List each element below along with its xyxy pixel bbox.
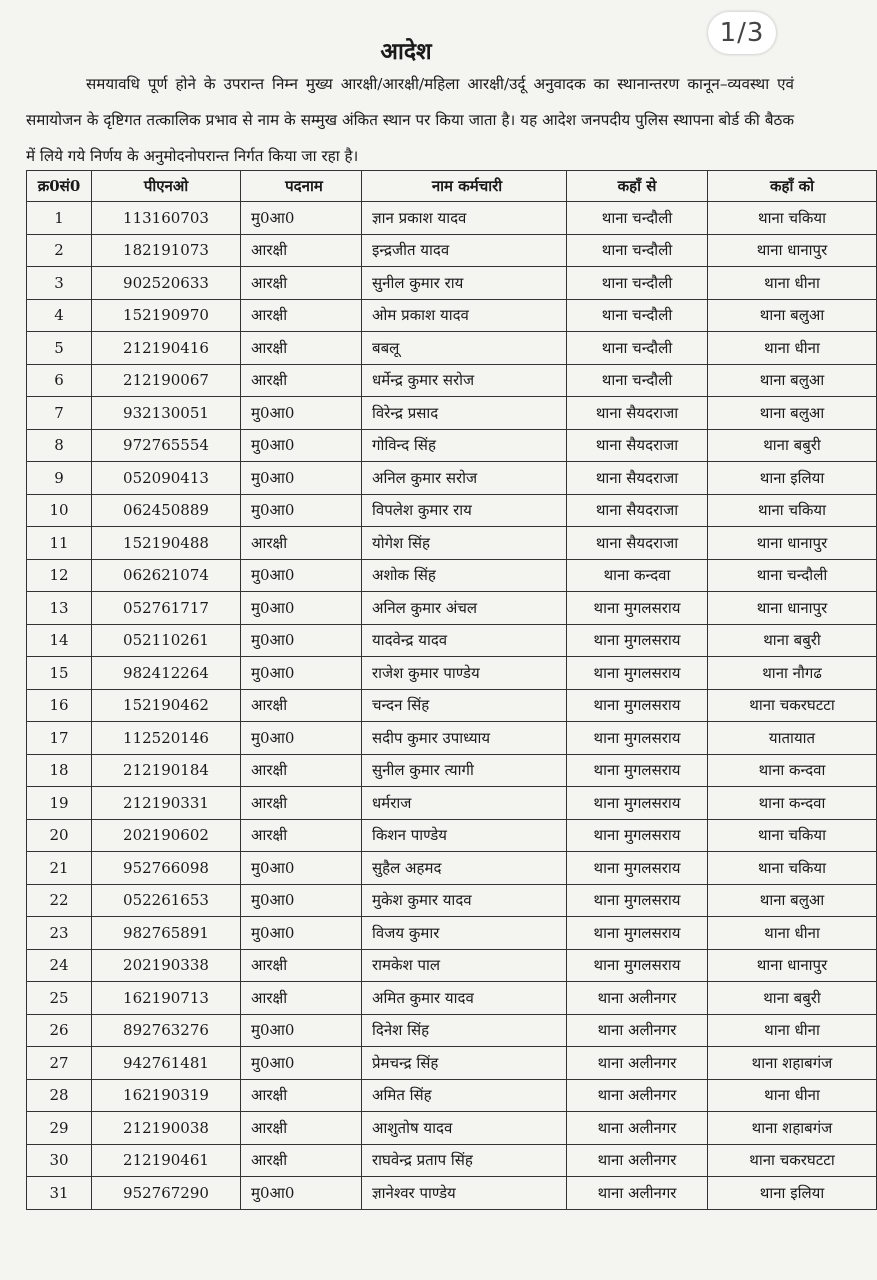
cell-from: थाना कन्दवा [567, 559, 708, 592]
cell-name: अनिल कुमार अंचल [362, 592, 567, 625]
cell-pno: 182191073 [92, 234, 241, 267]
cell-name: विपलेश कुमार राय [362, 494, 567, 527]
cell-serial: 1 [27, 202, 92, 235]
cell-serial: 12 [27, 559, 92, 592]
cell-to: थाना चकिया [708, 494, 877, 527]
cell-from: थाना मुगलसराय [567, 689, 708, 722]
table-row [27, 722, 877, 755]
cell-pno: 902520633 [92, 267, 241, 300]
cell-to: थाना बलुआ [708, 299, 877, 332]
cell-from: थाना मुगलसराय [567, 884, 708, 917]
cell-name: योगेश सिंह [362, 527, 567, 560]
cell-rank: आरक्षी [241, 982, 362, 1015]
table-row [27, 364, 877, 397]
cell-from: थाना अलीनगर [567, 1112, 708, 1145]
cell-from: थाना मुगलसराय [567, 722, 708, 755]
cell-to: थाना चकरघटटा [708, 1144, 877, 1177]
cell-serial: 22 [27, 884, 92, 917]
table-header-row [27, 171, 877, 202]
cell-pno: 212190461 [92, 1144, 241, 1177]
cell-to: थाना चकरघटटा [708, 689, 877, 722]
table-row [27, 202, 877, 235]
cell-from: थाना मुगलसराय [567, 624, 708, 657]
cell-rank: आरक्षी [241, 1079, 362, 1112]
cell-serial: 13 [27, 592, 92, 625]
cell-name: राजेश कुमार पाण्डेय [362, 657, 567, 690]
table-row [27, 1047, 877, 1080]
table-row [27, 917, 877, 950]
cell-to: थाना बलुआ [708, 397, 877, 430]
cell-rank: मु0आ0 [241, 397, 362, 430]
cell-from: थाना अलीनगर [567, 1014, 708, 1047]
cell-from: थाना मुगलसराय [567, 657, 708, 690]
cell-pno: 212190416 [92, 332, 241, 365]
cell-to: थाना नौगढ [708, 657, 877, 690]
cell-serial: 15 [27, 657, 92, 690]
cell-rank: आरक्षी [241, 819, 362, 852]
cell-pno: 052110261 [92, 624, 241, 657]
cell-from: थाना सैयदराजा [567, 527, 708, 560]
cell-name: रामकेश पाल [362, 949, 567, 982]
cell-serial: 21 [27, 852, 92, 885]
cell-from: थाना सैयदराजा [567, 397, 708, 430]
cell-serial: 27 [27, 1047, 92, 1080]
cell-from: थाना चन्दौली [567, 332, 708, 365]
table-row [27, 332, 877, 365]
order-intro-paragraph: समयावधि पूर्ण होने के उपरान्त निम्न मुख्य आरक्षी/आरक्षी/महिला आरक्षी/उर्दू अनुवादक का स्थानान्तरण कानून–व्यवस्था एवं समायोजन के दृष्टिगत तत्कालिक प्रभाव से नाम के सम्मुख अंकित स्थान पर किया जाता है। यह आदेश जनपदीय पुलिस स्थापना बोर्ड की बैठक में लिये गये निर्णय के अनुमोदनोपरान्त निर्गत किया जा रहा है। [26, 75, 794, 165]
cell-name: किशन पाण्डेय [362, 819, 567, 852]
cell-rank: मु0आ0 [241, 429, 362, 462]
cell-name: यादवेन्द्र यादव [362, 624, 567, 657]
cell-from: थाना मुगलसराय [567, 787, 708, 820]
cell-name: धर्मेन्द्र कुमार सरोज [362, 364, 567, 397]
cell-to: थाना इलिया [708, 1177, 877, 1210]
table-row [27, 429, 877, 462]
cell-from: थाना मुगलसराय [567, 917, 708, 950]
cell-pno: 202190338 [92, 949, 241, 982]
cell-rank: आरक्षी [241, 689, 362, 722]
cell-serial: 19 [27, 787, 92, 820]
cell-rank: आरक्षी [241, 787, 362, 820]
cell-to: थाना धीना [708, 917, 877, 950]
cell-name: विरेन्द्र प्रसाद [362, 397, 567, 430]
cell-from: थाना सैयदराजा [567, 462, 708, 495]
cell-from: थाना अलीनगर [567, 1047, 708, 1080]
cell-rank: आरक्षी [241, 332, 362, 365]
cell-serial: 2 [27, 234, 92, 267]
cell-to: थाना धानापुर [708, 949, 877, 982]
cell-serial: 29 [27, 1112, 92, 1145]
table-row [27, 754, 877, 787]
cell-serial: 10 [27, 494, 92, 527]
cell-name: सुनील कुमार राय [362, 267, 567, 300]
cell-serial: 18 [27, 754, 92, 787]
cell-from: थाना चन्दौली [567, 299, 708, 332]
cell-serial: 9 [27, 462, 92, 495]
cell-serial: 11 [27, 527, 92, 560]
cell-to: थाना बबुरी [708, 982, 877, 1015]
cell-to: थाना चकिया [708, 819, 877, 852]
cell-rank: आरक्षी [241, 299, 362, 332]
cell-rank: मु0आ0 [241, 494, 362, 527]
cell-pno: 212190067 [92, 364, 241, 397]
cell-from: थाना मुगलसराय [567, 949, 708, 982]
cell-to: थाना शहाबगंज [708, 1112, 877, 1145]
table-row [27, 527, 877, 560]
cell-pno: 113160703 [92, 202, 241, 235]
cell-to: थाना बलुआ [708, 364, 877, 397]
cell-name: अशोक सिंह [362, 559, 567, 592]
cell-rank: मु0आ0 [241, 722, 362, 755]
cell-from: थाना मुगलसराय [567, 819, 708, 852]
cell-rank: आरक्षी [241, 949, 362, 982]
document-title: आदेश [380, 38, 432, 65]
cell-pno: 982412264 [92, 657, 241, 690]
table-row [27, 657, 877, 690]
cell-pno: 942761481 [92, 1047, 241, 1080]
cell-to: थाना धीना [708, 1079, 877, 1112]
table-row [27, 1177, 877, 1210]
table-row [27, 397, 877, 430]
cell-to: थाना चकिया [708, 852, 877, 885]
cell-pno: 202190602 [92, 819, 241, 852]
cell-name: इन्द्रजीत यादव [362, 234, 567, 267]
cell-rank: आरक्षी [241, 267, 362, 300]
cell-from: थाना अलीनगर [567, 1177, 708, 1210]
cell-from: थाना चन्दौली [567, 202, 708, 235]
cell-from: थाना अलीनगर [567, 982, 708, 1015]
cell-rank: आरक्षी [241, 754, 362, 787]
cell-name: अमित कुमार यादव [362, 982, 567, 1015]
cell-serial: 16 [27, 689, 92, 722]
cell-to: थाना धानापुर [708, 234, 877, 267]
cell-name: ज्ञानेश्वर पाण्डेय [362, 1177, 567, 1210]
cell-to: थाना कन्दवा [708, 787, 877, 820]
cell-rank: मु0आ0 [241, 592, 362, 625]
cell-serial: 5 [27, 332, 92, 365]
cell-rank: मु0आ0 [241, 1177, 362, 1210]
cell-pno: 892763276 [92, 1014, 241, 1047]
cell-pno: 152190970 [92, 299, 241, 332]
header-to: कहाँ को [708, 171, 877, 202]
cell-to: थाना चन्दौली [708, 559, 877, 592]
cell-rank: मु0आ0 [241, 1047, 362, 1080]
cell-from: थाना चन्दौली [567, 364, 708, 397]
cell-from: थाना अलीनगर [567, 1079, 708, 1112]
cell-to: थाना चकिया [708, 202, 877, 235]
cell-serial: 17 [27, 722, 92, 755]
cell-name: अनिल कुमार सरोज [362, 462, 567, 495]
cell-name: चन्दन सिंह [362, 689, 567, 722]
cell-rank: मु0आ0 [241, 852, 362, 885]
table-row [27, 884, 877, 917]
cell-from: थाना सैयदराजा [567, 429, 708, 462]
cell-pno: 062621074 [92, 559, 241, 592]
cell-rank: आरक्षी [241, 1144, 362, 1177]
cell-serial: 8 [27, 429, 92, 462]
table-row [27, 624, 877, 657]
table-row [27, 559, 877, 592]
cell-serial: 25 [27, 982, 92, 1015]
cell-to: थाना इलिया [708, 462, 877, 495]
cell-serial: 30 [27, 1144, 92, 1177]
cell-pno: 062450889 [92, 494, 241, 527]
cell-pno: 052090413 [92, 462, 241, 495]
table-row [27, 1079, 877, 1112]
cell-serial: 20 [27, 819, 92, 852]
cell-pno: 112520146 [92, 722, 241, 755]
cell-pno: 152190462 [92, 689, 241, 722]
cell-rank: मु0आ0 [241, 657, 362, 690]
cell-name: अमित सिंह [362, 1079, 567, 1112]
transfer-table [26, 170, 877, 1210]
table-row [27, 234, 877, 267]
cell-name: धर्मराज [362, 787, 567, 820]
cell-name: दिनेश सिंह [362, 1014, 567, 1047]
cell-rank: मु0आ0 [241, 559, 362, 592]
cell-to: थाना बलुआ [708, 884, 877, 917]
cell-name: बबलू [362, 332, 567, 365]
cell-pno: 932130051 [92, 397, 241, 430]
table-row [27, 982, 877, 1015]
cell-name: विजय कुमार [362, 917, 567, 950]
cell-name: सदीप कुमार उपाध्याय [362, 722, 567, 755]
cell-from: थाना चन्दौली [567, 267, 708, 300]
cell-to: थाना धीना [708, 1014, 877, 1047]
cell-rank: मु0आ0 [241, 202, 362, 235]
table-row [27, 1014, 877, 1047]
cell-serial: 24 [27, 949, 92, 982]
table-row [27, 689, 877, 722]
cell-from: थाना मुगलसराय [567, 592, 708, 625]
cell-serial: 6 [27, 364, 92, 397]
table-body [27, 202, 877, 1210]
table-row [27, 819, 877, 852]
cell-name: ओम प्रकाश यादव [362, 299, 567, 332]
cell-pno: 052761717 [92, 592, 241, 625]
cell-name: सुनील कुमार त्यागी [362, 754, 567, 787]
cell-name: ज्ञान प्रकाश यादव [362, 202, 567, 235]
cell-serial: 28 [27, 1079, 92, 1112]
cell-to: थाना शहाबगंज [708, 1047, 877, 1080]
cell-rank: आरक्षी [241, 1112, 362, 1145]
cell-pno: 972765554 [92, 429, 241, 462]
cell-rank: आरक्षी [241, 527, 362, 560]
cell-to: थाना धीना [708, 332, 877, 365]
cell-name: राघवेन्द्र प्रताप सिंह [362, 1144, 567, 1177]
cell-to: थाना कन्दवा [708, 754, 877, 787]
cell-pno: 162190319 [92, 1079, 241, 1112]
cell-serial: 26 [27, 1014, 92, 1047]
cell-from: थाना मुगलसराय [567, 754, 708, 787]
cell-pno: 982765891 [92, 917, 241, 950]
table-row [27, 592, 877, 625]
table-row [27, 494, 877, 527]
cell-rank: मु0आ0 [241, 884, 362, 917]
table-row [27, 852, 877, 885]
cell-from: थाना चन्दौली [567, 234, 708, 267]
cell-pno: 152190488 [92, 527, 241, 560]
table-row [27, 299, 877, 332]
cell-pno: 212190038 [92, 1112, 241, 1145]
cell-pno: 212190184 [92, 754, 241, 787]
cell-name: आशुतोष यादव [362, 1112, 567, 1145]
cell-to: थाना बबुरी [708, 429, 877, 462]
cell-serial: 3 [27, 267, 92, 300]
cell-name: गोविन्द सिंह [362, 429, 567, 462]
cell-from: थाना मुगलसराय [567, 852, 708, 885]
cell-serial: 14 [27, 624, 92, 657]
header-pno: पीएनओ [92, 171, 241, 202]
page-counter-badge: 1/3 [708, 12, 776, 54]
cell-from: थाना अलीनगर [567, 1144, 708, 1177]
cell-to: थाना बबुरी [708, 624, 877, 657]
cell-name: प्रेमचन्द्र सिंह [362, 1047, 567, 1080]
header-name: नाम कर्मचारी [362, 171, 567, 202]
cell-to: यातायात [708, 722, 877, 755]
cell-to: थाना धानापुर [708, 527, 877, 560]
header-from: कहाँ से [567, 171, 708, 202]
cell-pno: 212190331 [92, 787, 241, 820]
cell-serial: 23 [27, 917, 92, 950]
cell-to: थाना धानापुर [708, 592, 877, 625]
cell-rank: मु0आ0 [241, 462, 362, 495]
table-row [27, 1112, 877, 1145]
cell-name: मुकेश कुमार यादव [362, 884, 567, 917]
cell-pno: 162190713 [92, 982, 241, 1015]
cell-serial: 7 [27, 397, 92, 430]
cell-rank: मु0आ0 [241, 1014, 362, 1047]
table-row [27, 462, 877, 495]
cell-rank: आरक्षी [241, 234, 362, 267]
header-rank: पदनाम [241, 171, 362, 202]
table-row [27, 1144, 877, 1177]
cell-to: थाना धीना [708, 267, 877, 300]
cell-name: सुहैल अहमद [362, 852, 567, 885]
cell-pno: 952767290 [92, 1177, 241, 1210]
table-row [27, 949, 877, 982]
table-row [27, 787, 877, 820]
cell-rank: मु0आ0 [241, 917, 362, 950]
cell-serial: 31 [27, 1177, 92, 1210]
cell-pno: 052261653 [92, 884, 241, 917]
cell-rank: आरक्षी [241, 364, 362, 397]
cell-pno: 952766098 [92, 852, 241, 885]
table-row [27, 267, 877, 300]
header-serial: क्र0सं0 [27, 171, 92, 202]
cell-rank: मु0आ0 [241, 624, 362, 657]
cell-from: थाना सैयदराजा [567, 494, 708, 527]
cell-serial: 4 [27, 299, 92, 332]
